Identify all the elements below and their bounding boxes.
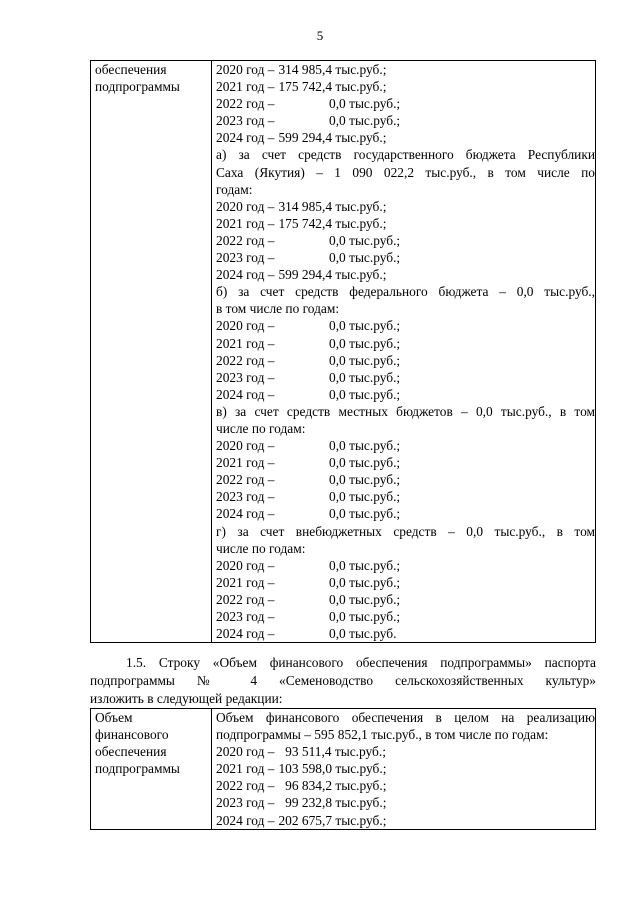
- financing-lines: [216, 61, 595, 642]
- year-label: 2024 год –: [216, 386, 275, 402]
- year-label: 2021 год –: [216, 455, 275, 471]
- table-row: [91, 709, 596, 830]
- amount-value: 0,0 тыс.руб.;: [329, 574, 401, 590]
- amount-value: 0,0 тыс.руб.;: [329, 250, 401, 266]
- row-label-line: подпрограммы: [95, 79, 180, 95]
- text-line: годам:: [216, 181, 253, 197]
- amendment-paragraph: [90, 654, 596, 708]
- year-label: 2020 год –: [216, 198, 275, 214]
- amount-value: 0,0 тыс.руб.;: [329, 369, 401, 385]
- amount-value: 0,0 тыс.руб.;: [329, 232, 401, 248]
- year-amount-line: [216, 386, 595, 403]
- year-amount-line: [216, 608, 595, 625]
- year-amount-line: [216, 454, 595, 471]
- year-amount-line: [216, 249, 595, 266]
- amount-value: 0,0 тыс.руб.;: [329, 318, 401, 334]
- year-label: 2023 год –: [216, 795, 275, 811]
- amount-value: 99 232,8 тыс.руб.;: [278, 795, 387, 811]
- year-amount-line: [216, 760, 595, 777]
- year-label: 2020 год –: [216, 744, 275, 760]
- amount-value: 0,0 тыс.руб.;: [329, 113, 401, 129]
- year-label: 2024 год –: [216, 130, 275, 146]
- row-label-line: подпрограммы: [95, 761, 180, 777]
- year-label: 2020 год –: [216, 318, 275, 334]
- year-label: 2023 год –: [216, 113, 275, 129]
- year-amount-line: [216, 112, 595, 129]
- year-label: 2023 год –: [216, 609, 275, 624]
- year-label: 2024 год –: [216, 812, 275, 828]
- amount-value: 0,0 тыс.руб.;: [329, 591, 401, 607]
- year-amount-line: [216, 232, 595, 249]
- amount-value: 96 834,2 тыс.руб.;: [278, 778, 387, 794]
- year-amount-line: [216, 557, 595, 574]
- row-label-line: обеспечения: [95, 744, 167, 760]
- paragraph-line: 1.5. Строку «Объем финансового обеспечения подпрограммы» паспорта: [126, 655, 596, 670]
- amount-value: 314 985,4 тыс.руб.;: [278, 198, 387, 214]
- year-label: 2022 год –: [216, 96, 275, 112]
- paragraph-line: подпрограммы № 4 «Семеноводство сельскохозяйственных культур»: [90, 673, 596, 688]
- amount-value: 0,0 тыс.руб.;: [329, 609, 401, 624]
- row-label: [95, 61, 211, 95]
- year-amount-line: [216, 129, 595, 146]
- page-number: 5: [316, 28, 324, 43]
- amount-value: 314 985,4 тыс.руб.;: [278, 62, 387, 77]
- year-amount-line: [216, 215, 595, 232]
- text-line: числе по годам:: [216, 540, 306, 556]
- amount-value: 175 742,4 тыс.руб.;: [278, 79, 387, 95]
- text-line: числе по годам:: [216, 420, 306, 436]
- year-amount-line: [216, 488, 595, 505]
- amount-value: 0,0 тыс.руб.;: [329, 438, 401, 454]
- amount-value: 175 742,4 тыс.руб.;: [278, 215, 387, 231]
- year-amount-line: [216, 794, 595, 811]
- financing-table-subprogram-4: [90, 708, 596, 830]
- table-row: [91, 61, 596, 643]
- text-line: Саха (Якутия) – 1 090 022,2 тыс.руб., в том числе по: [216, 164, 595, 180]
- row-value-cell: [212, 709, 596, 830]
- year-label: 2021 год –: [216, 335, 275, 351]
- year-label: 2024 год –: [216, 506, 275, 522]
- financing-lines: [216, 709, 595, 829]
- text-line: г) за счет внебюджетных средств – 0,0 тыс.руб., в том: [216, 523, 595, 539]
- year-amount-line: [216, 78, 595, 95]
- text-line: Объем финансового обеспечения в целом на реализацию: [216, 710, 595, 725]
- amount-value: 103 598,0 тыс.руб.;: [278, 761, 387, 777]
- text-line: подпрограммы – 595 852,1 тыс.руб., в том числе по годам:: [216, 727, 549, 743]
- year-amount-line: [216, 574, 595, 591]
- amount-value: 599 294,4 тыс.руб.;: [278, 267, 387, 283]
- year-amount-line: [216, 437, 595, 454]
- amount-value: 0,0 тыс.руб.;: [329, 386, 401, 402]
- year-amount-line: [216, 591, 595, 608]
- year-amount-line: [216, 812, 595, 829]
- amount-value: 0,0 тыс.руб.;: [329, 352, 401, 368]
- year-amount-line: [216, 198, 595, 215]
- year-label: 2023 год –: [216, 250, 275, 266]
- amount-value: 599 294,4 тыс.руб.;: [278, 130, 387, 146]
- amount-value: 0,0 тыс.руб.;: [329, 455, 401, 471]
- row-label-line: финансового: [95, 727, 169, 743]
- amount-value: 93 511,4 тыс.руб.;: [278, 744, 386, 760]
- year-amount-line: [216, 61, 595, 78]
- year-amount-line: [216, 743, 595, 760]
- year-amount-line: [216, 317, 595, 334]
- year-label: 2020 год –: [216, 62, 275, 77]
- year-label: 2020 год –: [216, 438, 275, 454]
- amount-value: 0,0 тыс.руб.: [329, 626, 397, 642]
- amount-value: 0,0 тыс.руб.;: [329, 472, 401, 488]
- year-amount-line: [216, 369, 595, 386]
- year-label: 2021 год –: [216, 79, 275, 95]
- row-value-cell: [212, 61, 596, 643]
- year-label: 2023 год –: [216, 369, 275, 385]
- row-label: [95, 709, 211, 777]
- text-line: а) за счет средств государственного бюджета Республики: [216, 147, 595, 163]
- text-line: в) за счет средств местных бюджетов – 0,0 тыс.руб., в том: [216, 403, 595, 419]
- row-label-cell: [91, 709, 212, 830]
- year-label: 2024 год –: [216, 267, 275, 283]
- year-amount-line: [216, 335, 595, 352]
- year-label: 2021 год –: [216, 574, 275, 590]
- year-amount-line: [216, 777, 595, 794]
- year-amount-line: [216, 95, 595, 112]
- year-label: 2022 год –: [216, 352, 275, 368]
- year-label: 2021 год –: [216, 215, 275, 231]
- year-label: 2022 год –: [216, 591, 275, 607]
- row-label-line: Объем: [95, 710, 133, 725]
- year-amount-line: [216, 505, 595, 522]
- year-label: 2021 год –: [216, 761, 275, 777]
- year-label: 2020 год –: [216, 557, 275, 573]
- amount-value: 0,0 тыс.руб.;: [329, 557, 401, 573]
- year-label: 2024 год –: [216, 626, 275, 642]
- financing-table-continued: [90, 60, 596, 643]
- paragraph-line: изложить в следующей редакции:: [90, 691, 283, 706]
- amount-value: 0,0 тыс.руб.;: [329, 335, 401, 351]
- amount-value: 0,0 тыс.руб.;: [329, 96, 401, 112]
- year-label: 2022 год –: [216, 472, 275, 488]
- year-amount-line: [216, 625, 595, 642]
- amount-value: 202 675,7 тыс.руб.;: [278, 812, 387, 828]
- row-label-line: обеспечения: [95, 62, 167, 77]
- year-label: 2022 год –: [216, 778, 275, 794]
- year-amount-line: [216, 471, 595, 488]
- text-line: в том числе по годам:: [216, 301, 340, 317]
- year-amount-line: [216, 266, 595, 283]
- text-line: б) за счет средств федерального бюджета – 0,0 тыс.руб.,: [216, 284, 595, 300]
- year-label: 2023 год –: [216, 489, 275, 505]
- row-label-cell: [91, 61, 212, 643]
- year-label: 2022 год –: [216, 232, 275, 248]
- amount-value: 0,0 тыс.руб.;: [329, 489, 401, 505]
- amount-value: 0,0 тыс.руб.;: [329, 506, 401, 522]
- year-amount-line: [216, 352, 595, 369]
